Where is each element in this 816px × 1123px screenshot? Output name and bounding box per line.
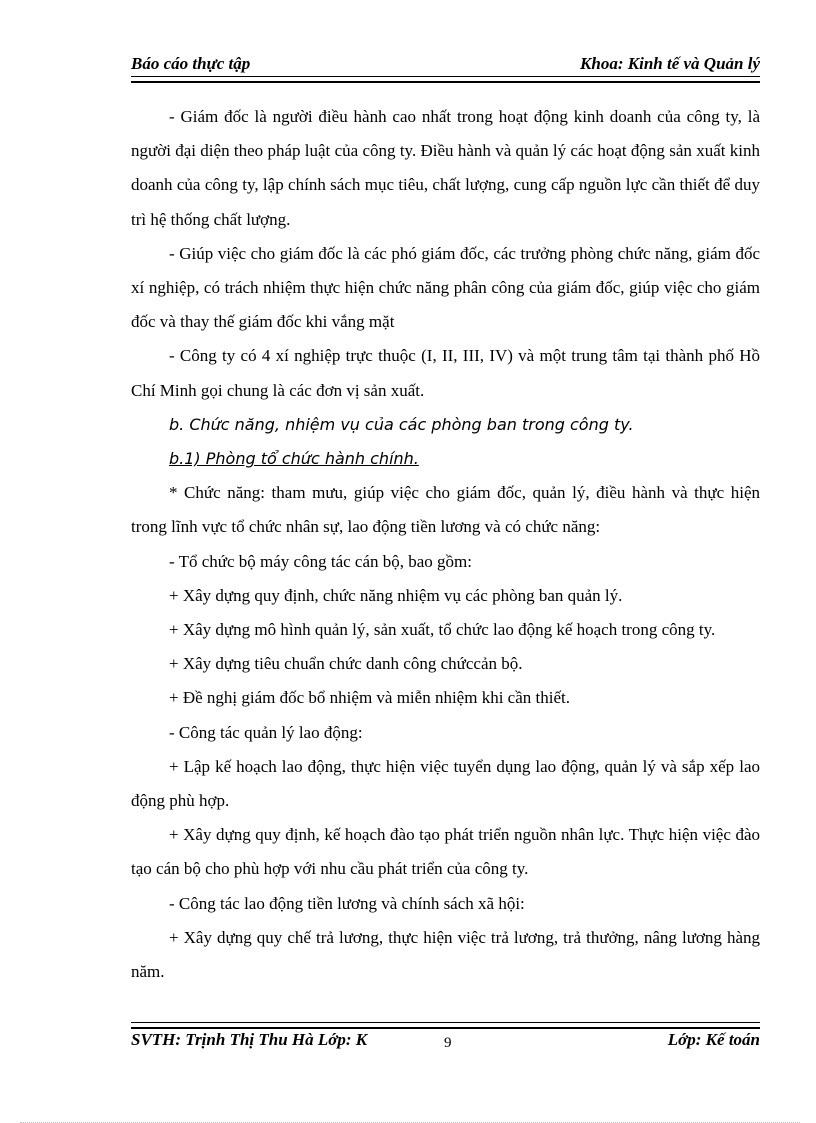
header-faculty: Khoa: Kinh tế và Quản lý [580,54,760,73]
section-heading: b. Chức năng, nhiệm vụ của các phòng ban trong công ty. [169,414,634,434]
paragraph-function: * Chức năng: tham mưu, giúp việc cho giám đốc, quản lý, điều hành và thực hiện trong lĩnh vực tổ chức nhân sự, lao động tiền lương và có chức năng: [131,483,760,537]
list-item: - Công tác quản lý lao động: [169,722,363,742]
page-number: 9 [444,1035,452,1051]
paragraph-director: - Giám đốc là người điều hành cao nhất trong hoạt động kinh doanh của công ty, là người đại diện theo pháp luật của công ty. Điều hành và quản lý các hoạt động sản xuất kinh doanh của công ty, lập chính sách mục tiêu, chất lượng, cung cấp nguồn lực cần thiết để duy trì hệ thống chất lượng. [131,107,760,229]
document-body [131,100,760,989]
list-item: - Tổ chức bộ máy công tác cán bộ, bao gồm: [169,551,473,571]
list-item: + Xây dựng mô hình quản lý, sản xuất, tổ chức lao động kế hoạch trong công ty. [169,620,716,640]
list-item: + Xây dựng quy định, chức năng nhiệm vụ các phòng ban quản lý. [169,585,623,605]
list-item: + Lập kế hoạch lao động, thực hiện việc tuyển dụng lao động, quản lý và sắp xếp lao động phù hợp. [131,756,760,811]
list-item: + Xây dựng quy chế trả lương, thực hiện việc trả lương, trả thưởng, nâng lương hàng năm. [131,927,760,982]
list-item: + Xây dựng tiêu chuẩn chức danh công chứccản bộ. [169,654,523,674]
list-item: + Đề nghị giám đốc bổ nhiệm và miễn nhiệm khi cần thiết. [169,688,570,708]
footer-rule [131,1022,760,1029]
subsection-heading: b.1) Phòng tổ chức hành chính. [169,449,419,469]
header-rule [131,76,760,83]
list-item: + Xây dựng quy định, kế hoạch đào tạo phát triển nguồn nhân lực. Thực hiện việc đào tạo cán bộ cho phù hợp với nhu cầu phát triển của công ty. [131,825,760,879]
header-report-title: Báo cáo thực tập [131,54,251,73]
paragraph-deputy: - Giúp việc cho giám đốc là các phó giám đốc, các trưởng phòng chức năng, giám đốc xí nghiệp, có trách nhiệm thực hiện chức năng phân công của giám đốc, giúp việc cho giám đốc và thay thế giám đốc khi vắng mặt [131,243,760,332]
list-item: - Công tác lao động tiền lương và chính sách xã hội: [169,893,525,913]
paragraph-enterprises: - Công ty có 4 xí nghiệp trực thuộc (I, II, III, IV) và một trung tâm tại thành phố Hồ Chí Minh gọi chung là các đơn vị sản xuất. [131,346,760,400]
footer-student: SVTH: Trịnh Thị Thu Hà Lớp: K [131,1030,368,1049]
footer-class: Lớp: Kế toán [667,1030,760,1049]
